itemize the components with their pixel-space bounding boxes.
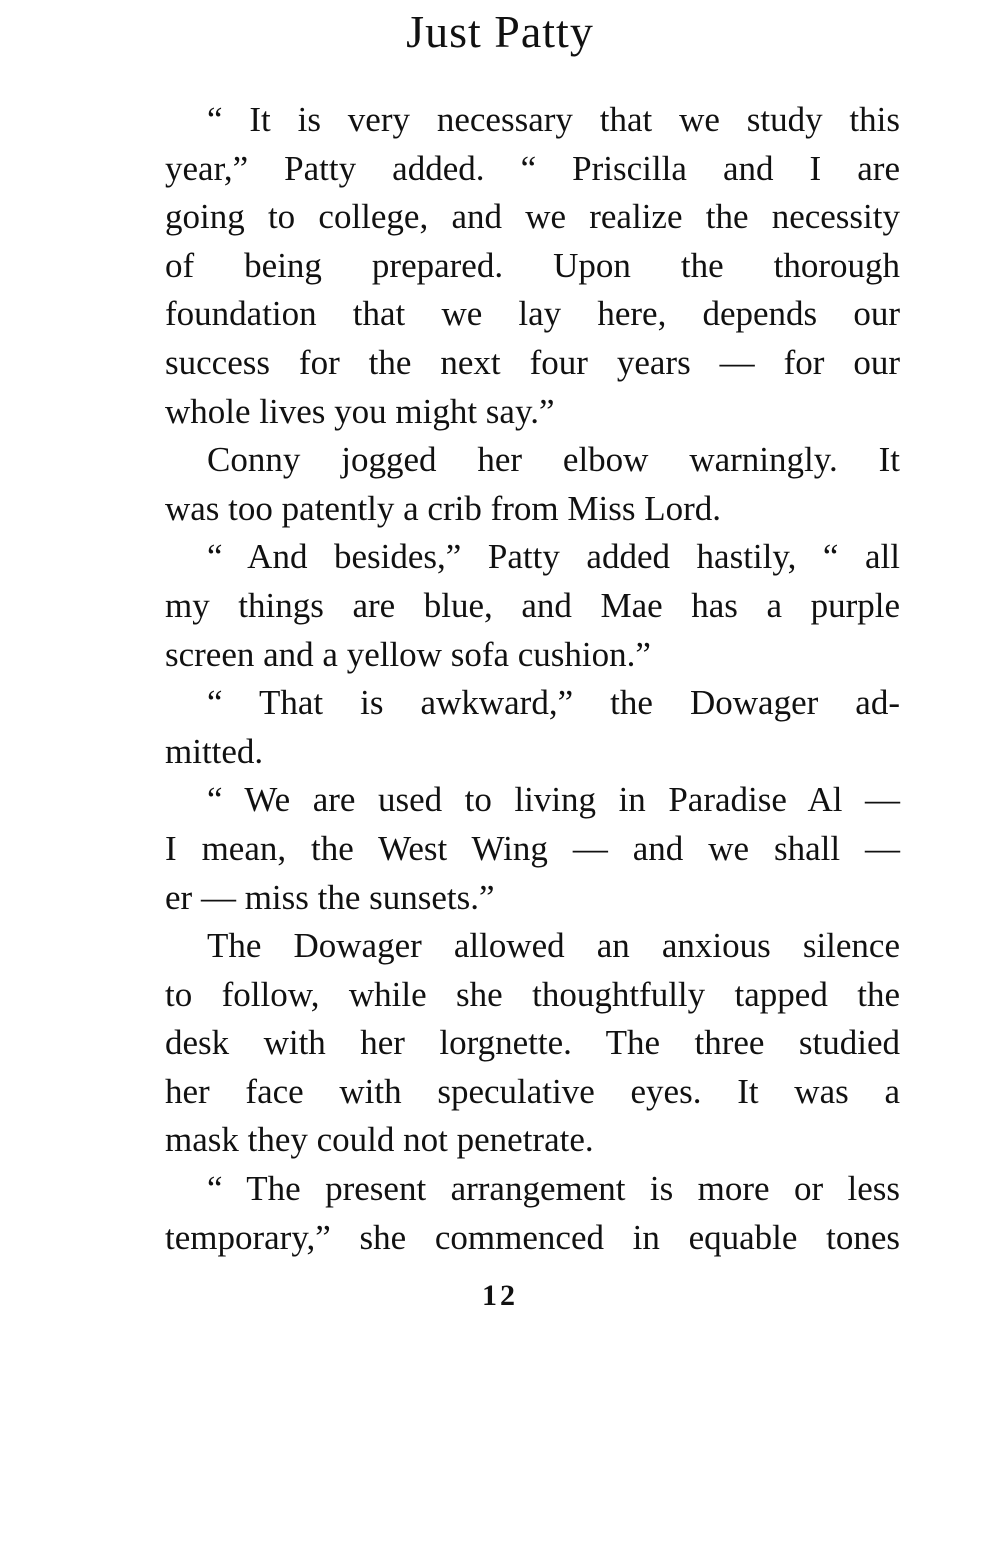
text-line: “ And besides,” Patty added hastily, “ all — [207, 537, 900, 577]
text-line: of being prepared. Upon the thorough — [165, 245, 900, 285]
running-head: Just Patty — [406, 6, 594, 57]
page-number: 12 — [482, 1279, 518, 1312]
text-line: to follow, while she thoughtfully tapped the — [165, 974, 900, 1014]
text-line: going to college, and we realize the necessity — [165, 197, 900, 237]
text-line: desk with her lorgnette. The three studied — [165, 1023, 900, 1063]
text-line: foundation that we lay here, depends our — [165, 294, 900, 334]
text-line: “ That is awkward,” the Dowager ad- — [207, 683, 900, 723]
text-line: whole lives you might say.” — [165, 391, 555, 431]
text-line: was too patently a crib from Miss Lord. — [165, 488, 722, 528]
text-line: I mean, the West Wing — and we shall — — [165, 828, 900, 868]
text-line: temporary,” she commenced in equable tones — [165, 1217, 900, 1257]
text-line: success for the next four years — for our — [165, 342, 900, 382]
text-line: The Dowager allowed an anxious silence — [207, 926, 900, 966]
text-line: “ The present arrangement is more or less — [207, 1169, 900, 1209]
text-line: Conny jogged her elbow warningly. It — [207, 440, 900, 480]
body-text — [165, 96, 900, 1262]
text-line: mask they could not penetrate. — [165, 1120, 594, 1160]
text-line: mitted. — [165, 731, 264, 771]
text-line: “ We are used to living in Paradise Al — — [207, 780, 900, 820]
text-line: my things are blue, and Mae has a purple — [165, 585, 900, 625]
text-line: her face with speculative eyes. It was a — [165, 1071, 900, 1111]
text-line: “ It is very necessary that we study this — [207, 100, 900, 139]
text-line: screen and a yellow sofa cushion.” — [165, 634, 651, 674]
text-line: er — miss the sunsets.” — [165, 877, 495, 917]
text-line: year,” Patty added. “ Priscilla and I are — [165, 148, 900, 188]
